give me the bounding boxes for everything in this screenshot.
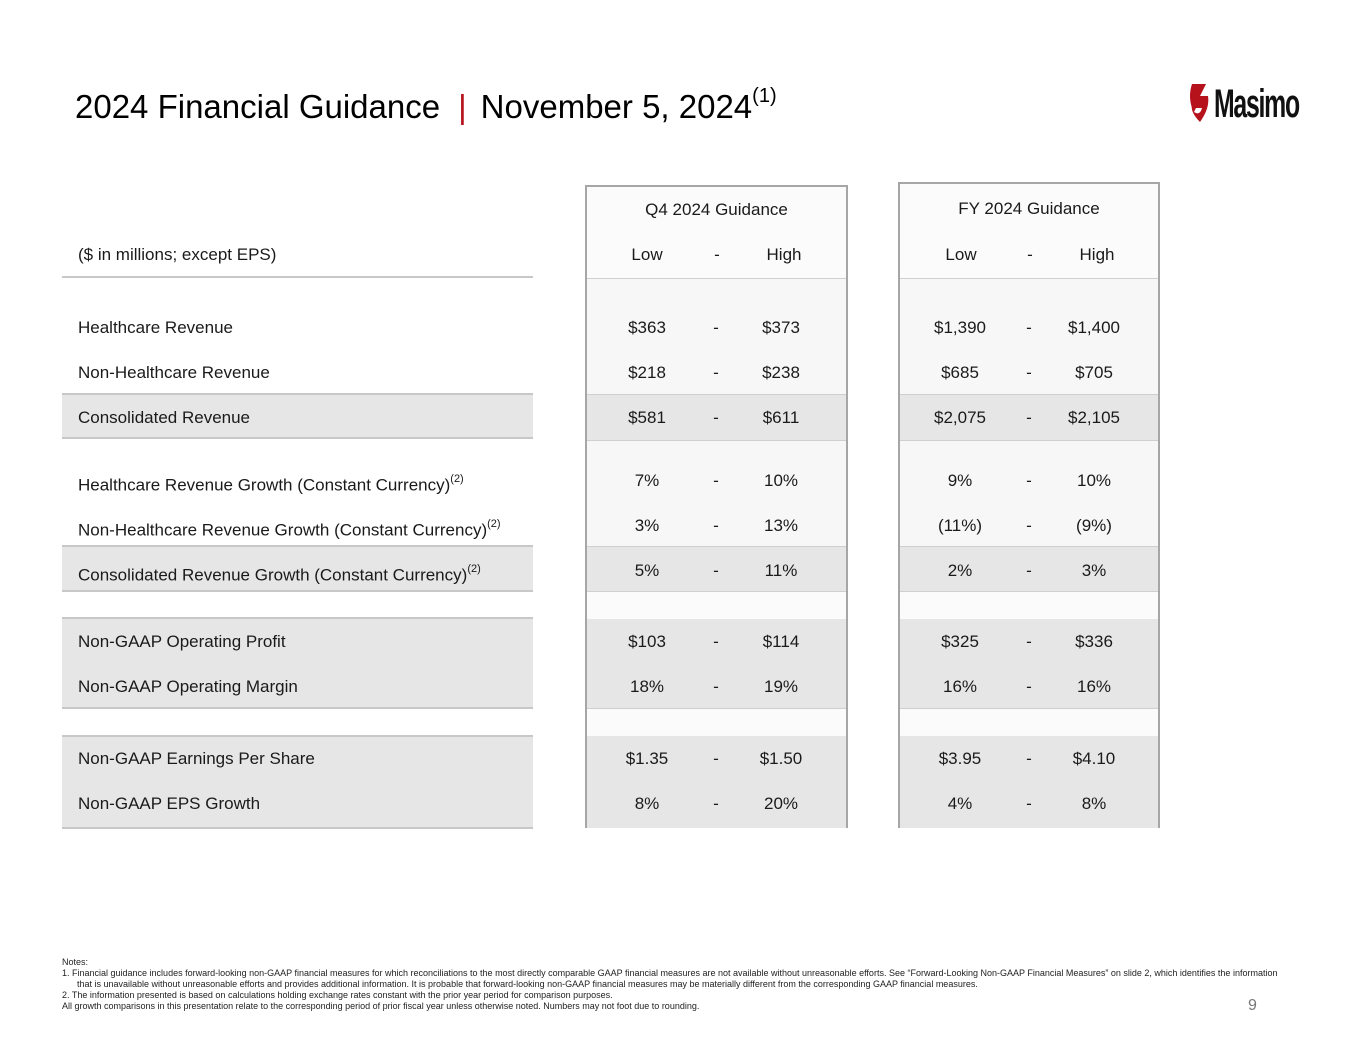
title-separator: | (458, 88, 467, 125)
q4-high-value: $1.50 (759, 749, 803, 768)
fy-low-value: 2% (947, 561, 973, 580)
logo-text: Masimo (1214, 82, 1299, 126)
q4-range-dash: - (713, 749, 719, 768)
q4-low-label: Low (631, 245, 663, 264)
row-label: Consolidated Revenue (78, 408, 251, 427)
fy-high-value: 16% (1076, 677, 1112, 696)
q4-high-value: $238 (762, 363, 800, 382)
spacer-band-1 (62, 590, 533, 619)
fy-range-dash: - (1026, 516, 1032, 535)
row-label: Non-Healthcare Revenue Growth (Constant Currency)$^{(2)}$ (78, 518, 501, 540)
fy-range-dash: - (1026, 408, 1032, 427)
q4-range-dash: - (713, 363, 719, 382)
row-label: Non-GAAP Operating Margin (78, 677, 298, 696)
q4-range-dash: - (713, 794, 719, 813)
q4-low-value: $103 (628, 632, 666, 651)
q4-low-value: 8% (634, 794, 660, 813)
fy-range-dash: - (1026, 363, 1032, 382)
fy-low-value: $685 (941, 363, 979, 382)
q4-guidance-panel (585, 185, 848, 828)
fy-range-dash: - (1026, 632, 1032, 651)
fy-panel-title: FY 2024 Guidance (900, 184, 1158, 234)
q4-low-value: $218 (628, 363, 666, 382)
band (900, 708, 1158, 737)
q4-range-dash: - (713, 632, 719, 651)
footnotes (62, 957, 1292, 1012)
row-label: Non-Healthcare Revenue (78, 363, 270, 382)
row-label: Healthcare Revenue Growth (Constant Currency)$^{(2)}$ (78, 473, 464, 495)
q4-high-value: $114 (762, 632, 800, 651)
page-title (75, 85, 777, 126)
q4-low-value: $363 (628, 318, 666, 337)
q4-low-value: 7% (634, 471, 660, 490)
q4-range-dash: - (713, 408, 719, 427)
fy-high-value: 8% (1081, 794, 1107, 813)
fy-range-dash: - (1026, 471, 1032, 490)
fy-high-value: (9%) (1076, 516, 1112, 535)
q4-low-value: 3% (634, 516, 660, 535)
q4-subheader (587, 233, 846, 279)
q4-low-value: 18% (629, 677, 665, 696)
note-2: 2. The information presented is based on calculations holding exchange rates constant with the prior year period for comparison purposes. (62, 990, 613, 1000)
q4-high-value: 13% (763, 516, 799, 535)
q4-high-label: High (766, 245, 802, 264)
q4-range-dash: - (713, 677, 719, 696)
band (587, 591, 846, 620)
title-footnote: (1) (752, 85, 777, 107)
fy-high-value: 3% (1081, 561, 1107, 580)
fy-range-dash: - (1026, 561, 1032, 580)
q4-low-value: $1.35 (625, 749, 669, 768)
q4-range-dash: - (713, 471, 719, 490)
header-rule (62, 276, 533, 278)
q4-high-value: 11% (764, 561, 798, 580)
spacer-band-2 (62, 707, 533, 736)
notes-heading: Notes: (62, 957, 89, 967)
band (900, 591, 1158, 620)
title-date: November 5, 2024 (480, 88, 753, 125)
masimo-logo-icon (1188, 82, 1210, 126)
row-label: Consolidated Revenue Growth (Constant Currency)$^{(2)}$ (78, 563, 481, 585)
q4-high-value: 19% (763, 677, 799, 696)
fy-low-value: 9% (947, 471, 973, 490)
fy-subheader (900, 233, 1158, 279)
band (587, 708, 846, 737)
rule (62, 617, 533, 619)
rule (62, 437, 533, 439)
q4-low-value: 5% (634, 561, 660, 580)
q4-range-dash: - (713, 318, 719, 337)
masimo-logo (1188, 82, 1351, 126)
fy-low-value: $3.95 (938, 749, 982, 768)
fy-low-value: $325 (941, 632, 979, 651)
q4-dash-label: - (714, 245, 720, 264)
row-label: Non-GAAP EPS Growth (78, 794, 261, 813)
fy-range-dash: - (1026, 749, 1032, 768)
note-1: 1. Financial guidance includes forward-looking non-GAAP financial measures for which reconciliations to the most directly comparable GAAP financial measures are not available without unreasonable efforts. See “Forward-Looking Non-GAAP Financial Measures” on slide 2, which identifies the information that is unavailable without unreasonable efforts and provides additional information. It is probable that forward-looking non-GAAP financial measures may be materially different from the corresponding GAAP financial measures. (62, 968, 1278, 989)
q4-low-value: $581 (628, 408, 666, 427)
fy-high-value: 10% (1076, 471, 1112, 490)
row-label: Non-GAAP Operating Profit (78, 632, 286, 651)
fy-high-value: $336 (1075, 632, 1113, 651)
fy-high-value: $705 (1075, 363, 1113, 382)
fy-low-value: 4% (947, 794, 973, 813)
q4-range-dash: - (713, 516, 719, 535)
fy-low-value: (11%) (937, 516, 983, 535)
fy-low-label: Low (945, 245, 977, 264)
rule (62, 545, 533, 547)
fy-range-dash: - (1026, 318, 1032, 337)
title-main: 2024 Financial Guidance (75, 88, 441, 125)
fy-low-value: $1,390 (934, 318, 986, 337)
fy-high-value: $2,105 (1068, 408, 1120, 427)
fy-high-value: $4.10 (1072, 749, 1116, 768)
rule (62, 393, 533, 395)
fy-dash-label: - (1027, 245, 1033, 264)
q4-high-value: $611 (762, 408, 800, 427)
fy-range-dash: - (1026, 677, 1032, 696)
q4-high-value: $373 (762, 318, 800, 337)
q4-high-value: 10% (763, 471, 799, 490)
q4-panel-title: Q4 2024 Guidance (587, 187, 846, 234)
fy-low-value: 16% (942, 677, 978, 696)
notes-footer: All growth comparisons in this presentation relate to the corresponding period of prior fiscal year unless otherwise noted. Numbers may not foot due to rounding. (62, 1001, 700, 1011)
q4-high-value: 20% (763, 794, 799, 813)
fy-range-dash: - (1026, 794, 1032, 813)
q4-range-dash: - (713, 561, 719, 580)
fy-high-value: $1,400 (1068, 318, 1120, 337)
page-number: 9 (1248, 997, 1257, 1014)
row-label: Healthcare Revenue (78, 318, 233, 337)
fy-guidance-panel (898, 182, 1160, 828)
fy-high-label: High (1079, 245, 1115, 264)
fy-low-value: $2,075 (934, 408, 986, 427)
row-label: Non-GAAP Earnings Per Share (78, 749, 315, 768)
units-label: ($ in millions; except EPS) (78, 245, 277, 264)
